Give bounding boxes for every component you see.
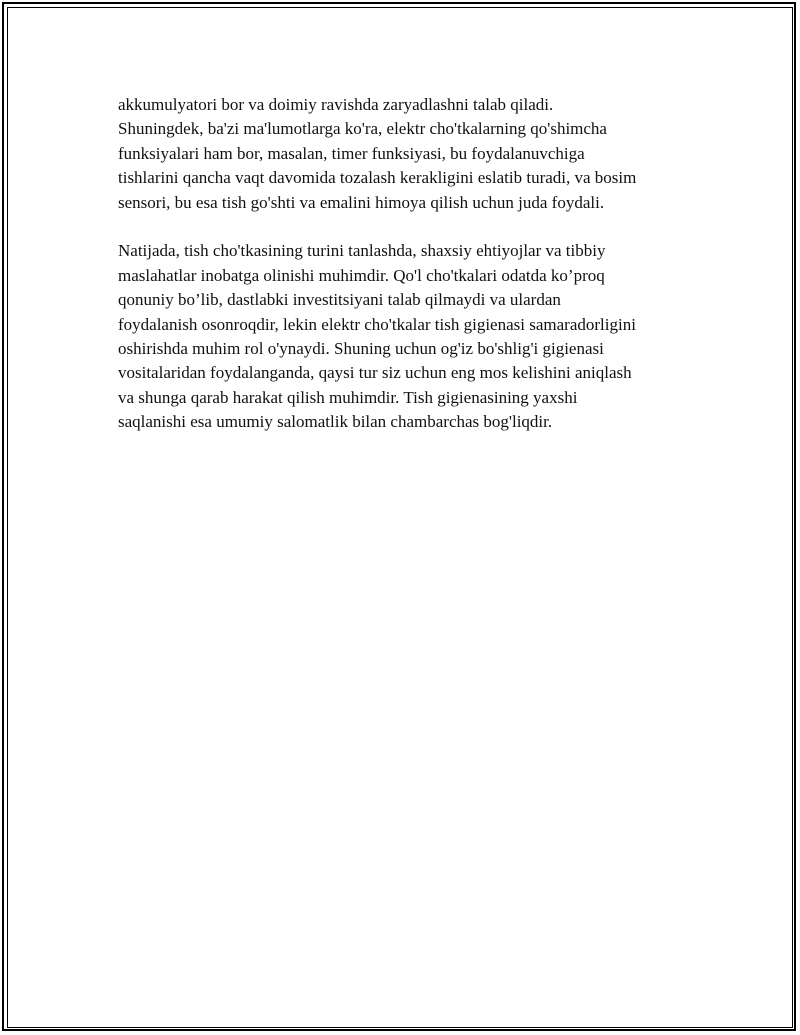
paragraph-1: akkumulyatori bor va doimiy ravishda zaryadlashni talab qiladi. Shuningdek, ba'zi ma'lumotlarga ko'ra, elektr cho'tkalarning qo'shimcha funksiyalari ham bor, masalan, timer funksiyasi, bu foydalanuvchiga tishlarini qancha vaqt davomida tozalash kerakligini eslatib turadi, va bosim sensori, bu esa tish go'shti va emalini himoya qilish uchun juda foydali. <box>118 95 637 212</box>
paragraph-2: Natijada, tish cho'tkasining turini tanlashda, shaxsiy ehtiyojlar va tibbiy maslahatlar inobatga olinishi muhimdir. Qo'l cho'tkalari odatda ko’proq qonuniy bo’lib, dastlabki investitsiyani talab qilmaydi va ulardan foydalanish osonroqdir, lekin elektr cho'tkalar tish gigienasi samaradorligini oshirishda muhim rol o'ynaydi. Shuning uchun og'iz bo'shlig'i gigienasi vositalaridan foydalanganda, qaysi tur siz uchun eng mos kelishini aniqlash va shunga qarab harakat qilish muhimdir. Tish gigienasining yaxshi saqlanishi esa umumiy salomatlik bilan chambarchas bog'liqdir. <box>118 241 636 432</box>
document-body <box>118 93 708 435</box>
